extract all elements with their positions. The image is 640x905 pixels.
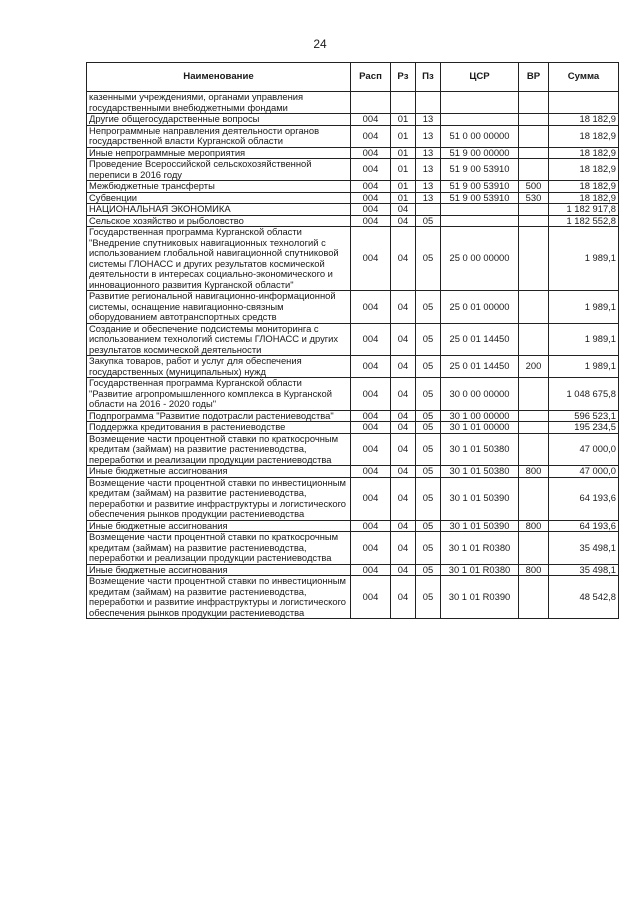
cell-rasp: 004 (351, 147, 391, 159)
cell-pz: 05 (416, 378, 441, 411)
cell-rasp: 004 (351, 181, 391, 193)
cell-rasp: 004 (351, 410, 391, 422)
cell-pz (416, 92, 441, 114)
cell-sum: 1 989,1 (549, 227, 619, 291)
cell-rasp: 004 (351, 192, 391, 204)
cell-pz: 05 (416, 410, 441, 422)
cell-sum: 596 523,1 (549, 410, 619, 422)
cell-rz: 04 (391, 564, 416, 576)
table-row (87, 192, 619, 204)
cell-vr (519, 433, 549, 466)
cell-sum: 64 193,6 (549, 477, 619, 520)
cell-rasp: 004 (351, 433, 391, 466)
cell-pz: 05 (416, 532, 441, 565)
cell-pz: 13 (416, 192, 441, 204)
table-row (87, 576, 619, 619)
cell-rz: 04 (391, 356, 416, 378)
cell-name: Иные бюджетные ассигнования (87, 564, 351, 576)
cell-name: казенными учреждениями, органами управления государственными внебюджетными фондами (87, 92, 351, 114)
cell-rz: 04 (391, 227, 416, 291)
cell-sum: 1 989,1 (549, 323, 619, 356)
cell-rasp (351, 92, 391, 114)
cell-csr: 30 1 01 50390 (441, 520, 519, 532)
table-row (87, 520, 619, 532)
cell-rz: 01 (391, 114, 416, 126)
cell-vr (519, 204, 549, 216)
cell-rz: 04 (391, 410, 416, 422)
cell-rasp: 004 (351, 466, 391, 478)
cell-pz: 05 (416, 323, 441, 356)
cell-name: Субвенции (87, 192, 351, 204)
cell-csr: 25 0 00 00000 (441, 227, 519, 291)
table-row (87, 466, 619, 478)
cell-rasp: 004 (351, 576, 391, 619)
cell-vr: 500 (519, 181, 549, 193)
cell-sum: 18 182,9 (549, 159, 619, 181)
table-row (87, 323, 619, 356)
cell-rz: 04 (391, 576, 416, 619)
cell-rasp: 004 (351, 227, 391, 291)
table-row (87, 433, 619, 466)
cell-rz: 01 (391, 192, 416, 204)
cell-name: Государственная программа Курганской области "Развитие агропромышленного комплекса в Курганской области на 2016 - 2020 годы" (87, 378, 351, 411)
cell-csr (441, 215, 519, 227)
cell-csr: 25 0 01 14450 (441, 356, 519, 378)
table-row (87, 564, 619, 576)
cell-rz: 04 (391, 323, 416, 356)
cell-sum: 35 498,1 (549, 532, 619, 565)
cell-rz: 04 (391, 215, 416, 227)
cell-rasp: 004 (351, 323, 391, 356)
cell-rasp: 004 (351, 215, 391, 227)
cell-sum: 35 498,1 (549, 564, 619, 576)
cell-rz: 01 (391, 147, 416, 159)
cell-vr: 800 (519, 520, 549, 532)
cell-vr (519, 422, 549, 434)
table-row (87, 159, 619, 181)
cell-rz: 04 (391, 520, 416, 532)
cell-sum: 18 182,9 (549, 181, 619, 193)
cell-sum: 1 989,1 (549, 356, 619, 378)
cell-pz: 05 (416, 564, 441, 576)
cell-rasp: 004 (351, 291, 391, 324)
table-row (87, 181, 619, 193)
cell-pz: 13 (416, 125, 441, 147)
cell-pz: 05 (416, 422, 441, 434)
cell-vr (519, 125, 549, 147)
budget-table (86, 62, 619, 619)
cell-rz: 04 (391, 422, 416, 434)
cell-pz: 05 (416, 520, 441, 532)
cell-name: Иные непрограммные мероприятия (87, 147, 351, 159)
cell-vr (519, 215, 549, 227)
cell-vr (519, 147, 549, 159)
cell-rasp: 004 (351, 422, 391, 434)
column-header-sum: Сумма (549, 63, 619, 92)
cell-csr: 25 0 01 14450 (441, 323, 519, 356)
cell-pz: 05 (416, 433, 441, 466)
cell-rz (391, 92, 416, 114)
cell-sum: 1 182 917,8 (549, 204, 619, 216)
cell-rasp: 004 (351, 378, 391, 411)
cell-csr: 30 1 01 50380 (441, 466, 519, 478)
cell-name: Поддержка кредитования в растениеводстве (87, 422, 351, 434)
cell-sum: 1 048 675,8 (549, 378, 619, 411)
cell-vr (519, 410, 549, 422)
table-row (87, 410, 619, 422)
cell-csr: 51 0 00 00000 (441, 125, 519, 147)
cell-csr: 51 9 00 53910 (441, 159, 519, 181)
table-row (87, 204, 619, 216)
cell-csr (441, 92, 519, 114)
cell-rz: 04 (391, 532, 416, 565)
cell-rasp: 004 (351, 114, 391, 126)
cell-rz: 01 (391, 181, 416, 193)
cell-csr (441, 204, 519, 216)
cell-rz: 01 (391, 159, 416, 181)
cell-pz: 13 (416, 159, 441, 181)
cell-pz: 13 (416, 147, 441, 159)
table-row (87, 378, 619, 411)
cell-sum (549, 92, 619, 114)
table-row (87, 356, 619, 378)
column-header-rasp: Расп (351, 63, 391, 92)
cell-pz: 13 (416, 114, 441, 126)
cell-name: Межбюджетные трансферты (87, 181, 351, 193)
cell-vr (519, 159, 549, 181)
cell-rasp: 004 (351, 204, 391, 216)
cell-vr: 800 (519, 564, 549, 576)
cell-sum: 47 000,0 (549, 433, 619, 466)
cell-sum: 18 182,9 (549, 125, 619, 147)
table-row (87, 147, 619, 159)
table-header-row (87, 63, 619, 92)
cell-csr: 51 9 00 53910 (441, 192, 519, 204)
cell-vr: 200 (519, 356, 549, 378)
column-header-vr: ВР (519, 63, 549, 92)
cell-vr (519, 114, 549, 126)
cell-sum: 195 234,5 (549, 422, 619, 434)
table-row (87, 422, 619, 434)
cell-name: Подпрограмма "Развитие подотрасли растениеводства" (87, 410, 351, 422)
cell-rz: 04 (391, 433, 416, 466)
cell-name: Создание и обеспечение подсистемы мониторинга с использованием технологий системы ГЛОНАСС и других результатов космической деятельности (87, 323, 351, 356)
cell-vr (519, 532, 549, 565)
cell-vr: 530 (519, 192, 549, 204)
cell-rz: 04 (391, 291, 416, 324)
cell-pz (416, 204, 441, 216)
cell-rz: 01 (391, 125, 416, 147)
cell-pz: 05 (416, 576, 441, 619)
cell-rasp: 004 (351, 159, 391, 181)
cell-sum: 48 542,8 (549, 576, 619, 619)
cell-name: НАЦИОНАЛЬНАЯ ЭКОНОМИКА (87, 204, 351, 216)
cell-name: Государственная программа Курганской области "Внедрение спутниковых навигационных технологий с использованием глобальной навигационной спутниковой системы ГЛОНАСС и других результатов космической деятельности в интересах социально-экономического и инновационного развития Курганской области" (87, 227, 351, 291)
cell-name: Закупка товаров, работ и услуг для обеспечения государственных (муниципальных) нужд (87, 356, 351, 378)
cell-csr: 30 1 01 R0380 (441, 564, 519, 576)
cell-csr: 30 1 01 R0380 (441, 532, 519, 565)
cell-sum: 18 182,9 (549, 147, 619, 159)
cell-name: Возмещение части процентной ставки по инвестиционным кредитам (займам) на развитие растениеводства, переработки и развитие инфраструктуры и логистического обеспечения рынков продукции растениеводства (87, 576, 351, 619)
cell-name: Другие общегосударственные вопросы (87, 114, 351, 126)
cell-csr: 51 9 00 00000 (441, 147, 519, 159)
column-header-pz: Пз (416, 63, 441, 92)
cell-rz: 04 (391, 204, 416, 216)
column-header-csr: ЦСР (441, 63, 519, 92)
table-row (87, 291, 619, 324)
cell-csr: 51 9 00 53910 (441, 181, 519, 193)
cell-vr: 800 (519, 466, 549, 478)
cell-pz: 13 (416, 181, 441, 193)
cell-name: Возмещение части процентной ставки по инвестиционным кредитам (займам) на развитие растениеводства, переработки и развитие инфраструктуры и логистического обеспечения рынков продукции растениеводства (87, 477, 351, 520)
cell-sum: 47 000,0 (549, 466, 619, 478)
cell-name: Проведение Всероссийской сельскохозяйственной переписи в 2016 году (87, 159, 351, 181)
table-row (87, 114, 619, 126)
cell-pz: 05 (416, 291, 441, 324)
table-row (87, 125, 619, 147)
cell-name: Иные бюджетные ассигнования (87, 466, 351, 478)
cell-sum: 1 182 552,8 (549, 215, 619, 227)
cell-vr (519, 477, 549, 520)
table-body (87, 92, 619, 619)
cell-csr: 30 1 01 50390 (441, 477, 519, 520)
cell-vr (519, 378, 549, 411)
cell-pz: 05 (416, 215, 441, 227)
cell-csr (441, 114, 519, 126)
column-header-name: Наименование (87, 63, 351, 92)
table-row (87, 227, 619, 291)
cell-vr (519, 576, 549, 619)
cell-vr (519, 291, 549, 324)
cell-csr: 30 1 01 50380 (441, 433, 519, 466)
table-row (87, 532, 619, 565)
cell-csr: 30 1 01 00000 (441, 422, 519, 434)
cell-rasp: 004 (351, 520, 391, 532)
cell-rasp: 004 (351, 125, 391, 147)
cell-sum: 1 989,1 (549, 291, 619, 324)
cell-csr: 30 1 00 00000 (441, 410, 519, 422)
page-number: 24 (313, 37, 327, 51)
cell-rasp: 004 (351, 532, 391, 565)
cell-pz: 05 (416, 477, 441, 520)
cell-rz: 04 (391, 378, 416, 411)
cell-rz: 04 (391, 477, 416, 520)
cell-name: Сельское хозяйство и рыболовство (87, 215, 351, 227)
cell-name: Возмещение части процентной ставки по краткосрочным кредитам (займам) на развитие растениеводства, переработки и реализации продукции растениеводства (87, 532, 351, 565)
cell-sum: 18 182,9 (549, 114, 619, 126)
cell-name: Возмещение части процентной ставки по краткосрочным кредитам (займам) на развитие растениеводства, переработки и реализации продукции растениеводства (87, 433, 351, 466)
cell-csr: 30 1 01 R0390 (441, 576, 519, 619)
column-header-rz: Рз (391, 63, 416, 92)
cell-rasp: 004 (351, 564, 391, 576)
cell-name: Иные бюджетные ассигнования (87, 520, 351, 532)
cell-rasp: 004 (351, 477, 391, 520)
cell-vr (519, 227, 549, 291)
cell-csr: 25 0 01 00000 (441, 291, 519, 324)
cell-pz: 05 (416, 227, 441, 291)
cell-name: Непрограммные направления деятельности органов государственной власти Курганской области (87, 125, 351, 147)
table-row (87, 215, 619, 227)
cell-name: Развитие региональной навигационно-информационной системы, оснащение навигационно-связным оборудованием автотранспортных средств (87, 291, 351, 324)
cell-pz: 05 (416, 356, 441, 378)
cell-sum: 18 182,9 (549, 192, 619, 204)
cell-rasp: 004 (351, 356, 391, 378)
cell-sum: 64 193,6 (549, 520, 619, 532)
table-row (87, 92, 619, 114)
cell-pz: 05 (416, 466, 441, 478)
cell-vr (519, 92, 549, 114)
table-row (87, 477, 619, 520)
cell-rz: 04 (391, 466, 416, 478)
cell-vr (519, 323, 549, 356)
cell-csr: 30 0 00 00000 (441, 378, 519, 411)
